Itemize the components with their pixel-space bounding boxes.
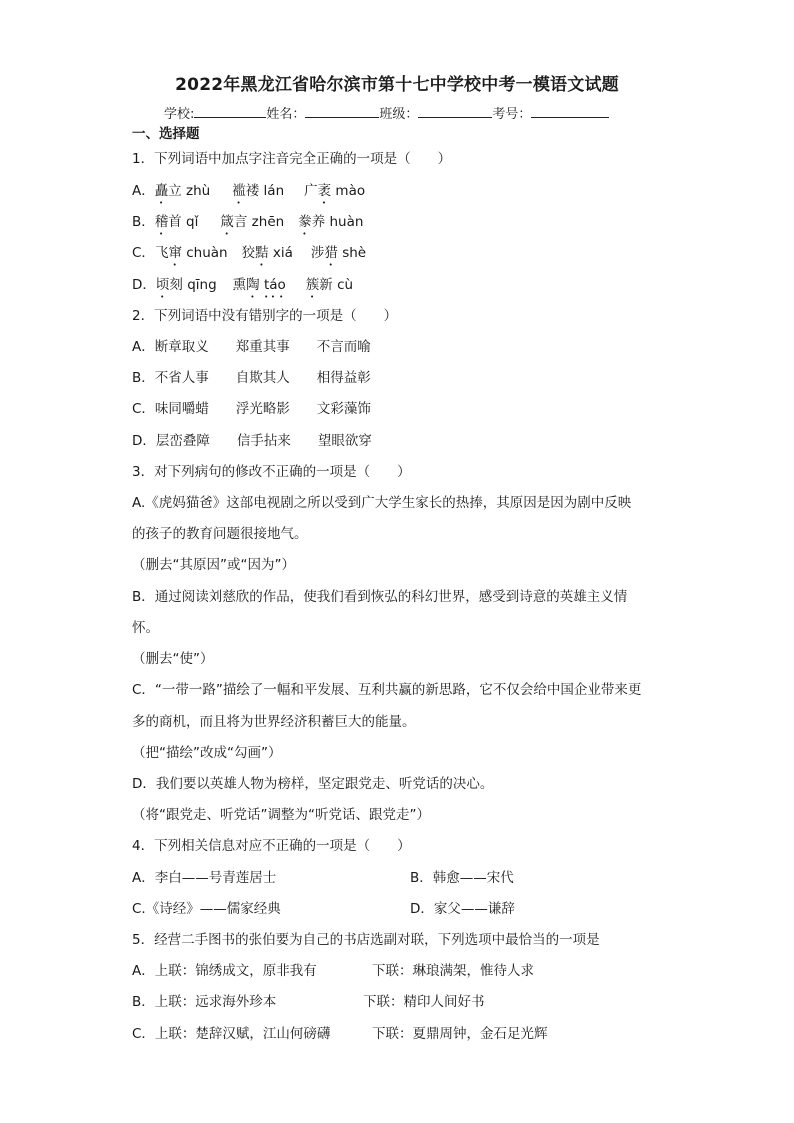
class-blank[interactable] — [418, 105, 492, 118]
number-blank[interactable] — [531, 105, 609, 118]
question-3-option-b-fix: （删去“使”） — [132, 651, 214, 667]
question-5-option-b-upper: B．上联：远求海外珍本 — [132, 994, 277, 1010]
question-2-option-a: A．断章取义 郑重其事 不言而喻 — [132, 339, 371, 355]
school-blank[interactable] — [194, 105, 266, 118]
question-5-option-c-upper: C．上联：楚辞汉赋，江山何磅礴 — [132, 1026, 331, 1042]
class-label: 班级： — [379, 107, 419, 122]
question-5-option-a-upper: A．上联：锦绣成文，原非我有 — [132, 963, 317, 979]
question-1-option-b: B．稽首 qǐ 箴言 zhēn 豢养 huàn — [132, 214, 364, 230]
question-5-option-b-lower: 下联：精印人间好书 — [363, 994, 485, 1010]
question-4-stem: 4．下列相关信息对应不正确的一项是（ ） — [132, 838, 411, 854]
question-4-option-a: A．李白——号青莲居士 — [132, 870, 277, 886]
question-5-option-a-lower: 下联：琳琅满架，惟待人求 — [372, 963, 534, 979]
question-3-option-c-line1: C．“一带一路”描绘了一幅和平发展、互利共赢的新思路，它不仅会给中国企业带来更 — [132, 682, 642, 698]
name-blank[interactable] — [305, 105, 379, 118]
question-1-option-d: D．顷刻 qīng 熏陶 táo 簇新 cù — [132, 277, 354, 293]
question-1-stem: 1．下列词语中加点字注音完全正确的一项是（ ） — [132, 151, 452, 167]
question-4-option-c: C.《诗经》——儒家经典 — [132, 901, 281, 917]
question-5-stem: 5．经营二手图书的张伯要为自己的书店选副对联，下列选项中最恰当的一项是 — [132, 932, 600, 948]
section-heading: 一、选择题 — [132, 126, 200, 142]
question-3-option-d-fix: （将“跟党走、听党话”调整为“听党话、跟党走”） — [132, 807, 430, 823]
question-5-option-c-lower: 下联：夏鼎周钟，金石足光辉 — [372, 1026, 548, 1042]
question-3-option-b-line1: B．通过阅读刘慈欣的作品，使我们看到恢弘的科幻世界，感受到诗意的英雄主义情 — [132, 589, 628, 605]
question-4-option-d: D．家父——谦辞 — [410, 901, 515, 917]
name-label: 姓名： — [266, 107, 306, 122]
question-1-option-c: C．飞窜 chuàn 狡黠 xiá 涉猎 shè — [132, 245, 367, 261]
page-title: 2022年黑龙江省哈尔滨市第十七中学校中考一模语文试题 — [175, 75, 619, 95]
question-3-option-b-line2: 怀。 — [132, 620, 159, 636]
question-3-option-a-fix: （删去“其原因”或“因为”） — [132, 557, 295, 573]
number-label: 考号： — [492, 107, 532, 122]
question-3-option-c-line2: 多的商机，而且将为世界经济积蓄巨大的能量。 — [132, 714, 416, 730]
question-3-option-d-line1: D．我们要以英雄人物为榜样，坚定跟党走、听党话的决心。 — [132, 776, 494, 792]
question-3-option-c-fix: （把“描绘”改成“勾画”） — [132, 745, 282, 761]
question-2-stem: 2．下列词语中没有错别字的一项是（ ） — [132, 308, 398, 324]
school-label: 学校: — [164, 107, 195, 122]
question-4-option-b: B．韩愈——宋代 — [410, 870, 514, 886]
question-3-option-a-line2: 的孩子的教育问题很接地气。 — [132, 526, 308, 542]
question-3-stem: 3．对下列病句的修改不正确的一项是（ ） — [132, 464, 411, 480]
question-2-option-b: B．不省人事 自欺其人 相得益彰 — [132, 370, 371, 386]
question-2-option-c: C．味同嚼蜡 浮光略影 文彩藻饰 — [132, 401, 371, 417]
student-info-row — [164, 103, 609, 122]
question-1-option-a: A．矗立 zhù 褴褛 lán 广袤 mào — [132, 183, 366, 199]
question-3-option-a-line1: A.《虎妈猫爸》这部电视剧之所以受到广大学生家长的热捧，其原因是因为剧中反映 — [132, 495, 632, 511]
question-2-option-d: D．层峦叠障 信手拈来 望眼欲穿 — [132, 433, 372, 449]
